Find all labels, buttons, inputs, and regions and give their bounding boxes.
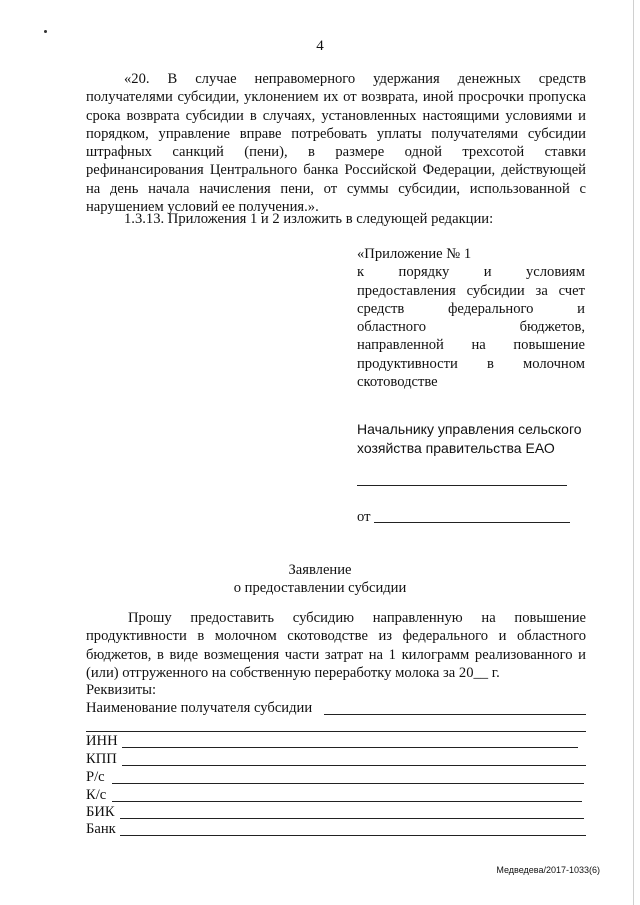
footer-code: Медведева/2017-1033(6) [496, 865, 600, 875]
statement-body: Прошу предоставить субсидию направленную на повышение продуктивности в молочном скотоводстве из федерального и областного бюджетов, в виде возмещения части затрат на 1 килограмм реализованного и (или) отгруженного на собственную переработку молока за 20__ г. [86, 610, 586, 681]
rs-label: Р/с [86, 769, 105, 785]
appendix-line: продуктивности в молочном [357, 355, 585, 372]
clause-1-3-13-paragraph: 1.3.13. Приложения 1 и 2 изложить в следующей редакции: [124, 211, 494, 227]
from-label: от [357, 509, 371, 525]
appendix-line: направленной на повышение [357, 337, 585, 354]
kpp-label: КПП [86, 751, 117, 767]
bik-line[interactable] [120, 818, 584, 819]
recipient-line[interactable] [324, 714, 586, 715]
appendix-line: областного бюджетов, [357, 319, 585, 336]
addressee-signature-line [357, 485, 567, 486]
recipient-line-2[interactable] [86, 731, 586, 732]
requisites-heading: Реквизиты: [86, 682, 157, 698]
scan-speck [44, 30, 47, 33]
appendix-line: предоставления субсидии за счет [357, 282, 585, 299]
recipient-label: Наименование получателя субсидии [86, 700, 313, 716]
bank-line[interactable] [120, 835, 586, 836]
kpp-line[interactable] [122, 765, 586, 766]
statement-title: Заявление [288, 562, 352, 578]
appendix-title: «Приложение № 1 [357, 246, 472, 262]
appendix-line: к порядку и условиям [357, 264, 585, 281]
scan-edge [633, 0, 634, 905]
appendix-line: средств федерального и [357, 300, 585, 317]
inn-label: ИНН [86, 733, 118, 749]
from-line[interactable] [374, 522, 570, 523]
bik-label: БИК [86, 804, 115, 820]
appendix-header-block [357, 245, 585, 391]
ks-line[interactable] [112, 801, 582, 802]
appendix-line: скотоводстве [357, 374, 438, 391]
ks-label: К/с [86, 787, 107, 803]
page-number: 4 [316, 38, 324, 54]
from-row [357, 508, 585, 526]
inn-line[interactable] [122, 747, 578, 748]
clause-20-paragraph: «20. В случае неправомерного удержания денежных средств получателями субсидии, уклонением их от возврата, иной просрочки пропуска срока возврата субсидии в случаях, установленных настоящими условиями и порядком, управление вправе потребовать уплаты получателями субсидии штрафных санкций (пени), в размере одной трехсотой ставки рефинансирования Центрального банка Российской Федерации, действующей на день начала начисления пени, от суммы субсидии, использованной с нарушением условий ее получения.». [86, 71, 586, 216]
bank-label: Банк [86, 821, 116, 837]
addressee: Начальнику управления сельского хозяйства правительства ЕАО [357, 421, 582, 456]
statement-subtitle: о предоставлении субсидии [233, 580, 407, 596]
rs-line[interactable] [112, 783, 584, 784]
